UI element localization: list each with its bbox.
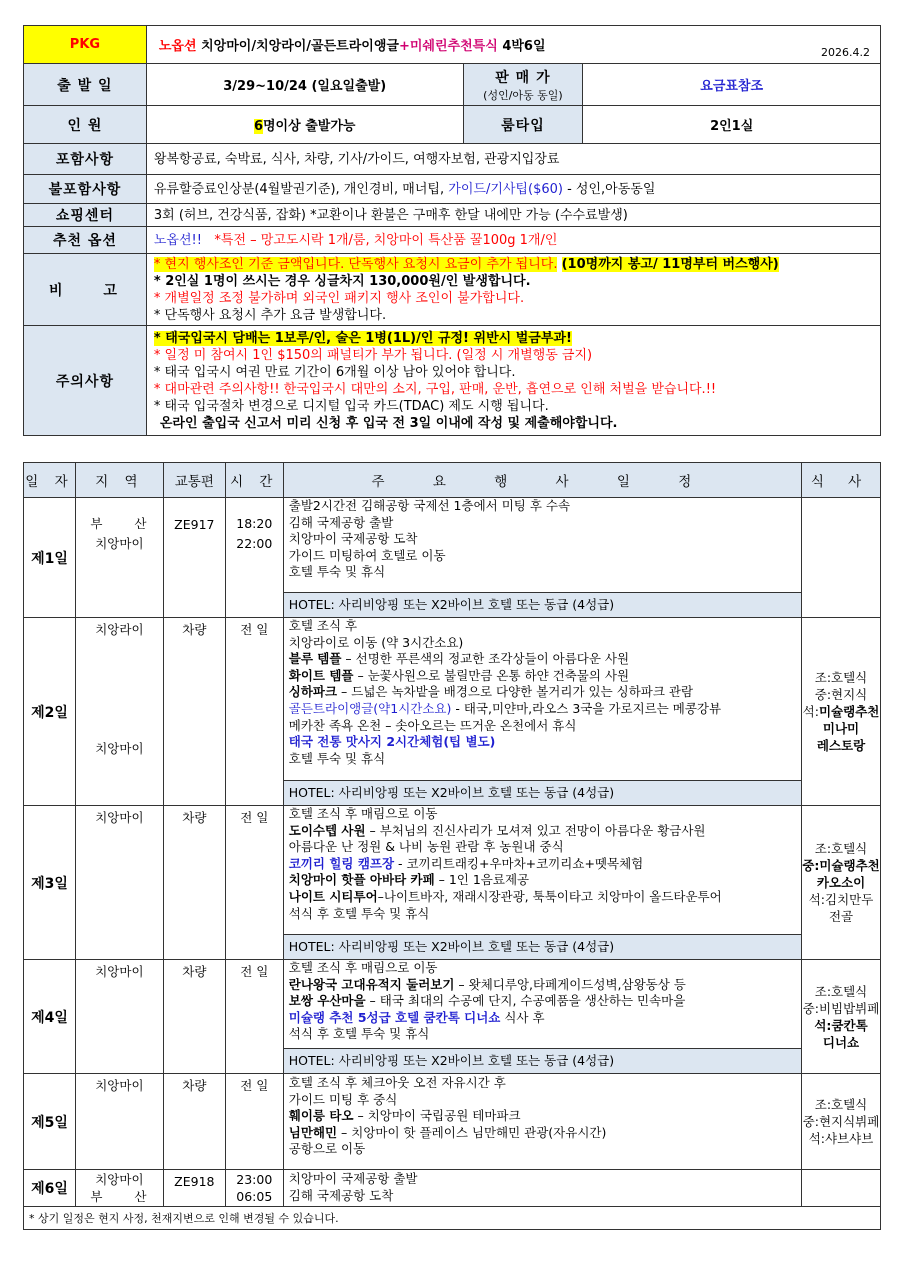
- activity-line: 공항으로 이동: [288, 1141, 366, 1157]
- meal-line: 중:미슐랭추천: [802, 858, 880, 873]
- info-table: [23, 25, 881, 436]
- activity-line: 호텔 조식 후: [288, 618, 358, 633]
- excluded-label: 불포함사항: [24, 175, 147, 204]
- activity-cell: [283, 1170, 801, 1207]
- activity-line: 치앙마이 핫플 아바타 카페 – 1인 1음료제공: [288, 872, 530, 888]
- day-label: 제3일: [24, 806, 76, 960]
- day-row: [24, 806, 881, 935]
- package-title: [146, 26, 880, 64]
- option-label: 추천 옵션: [24, 227, 147, 254]
- excluded-tip: 가이드/기사팁($60): [448, 181, 563, 197]
- hotel-info: HOTEL: 사리비앙핑 또는 X2바이브 호텔 또는 동급 (4성급): [283, 1049, 801, 1074]
- meal-line: 레스토랑: [816, 738, 866, 753]
- meal-line: 중:비빔밥뷔페: [802, 1000, 880, 1016]
- remark-line: * 개별일정 조정 불가하며 외국인 패키지 행사 조인이 불가합니다.: [153, 290, 525, 306]
- activity-line: 란나왕국 고대유적지 둘러보기 – 왓체디루앙,타페게이드성벽,삼왕동상 등: [288, 976, 686, 992]
- activity-line: 미슐랭 추천 5성급 호텔 쿰칸톡 디너쇼 식사 후: [288, 1009, 545, 1025]
- shopping-value: 3회 (허브, 건강식품, 잡화) *교환이나 환불은 구매후 한달 내에만 가능 (수수료발생): [146, 204, 880, 227]
- remarks-label: 비 고: [24, 254, 147, 326]
- caution-line: * 태국 입국시 여권 만료 기간이 6개월 이상 남아 있어야 합니다.: [153, 364, 516, 380]
- meal-cell: [802, 806, 881, 960]
- caution-row: [24, 326, 881, 436]
- caution-line: * 대마관련 주의사항!! 한국입국시 대만의 소지, 구입, 판매, 운반, 흡연으로 인해 처벌을 받습니다.!!: [153, 381, 717, 397]
- meal-line: 석:샤브샤브: [808, 1131, 874, 1146]
- caution-label: 주의사항: [24, 326, 147, 436]
- schedule-header-row: [24, 463, 881, 498]
- day-row: [24, 498, 881, 593]
- activity-line: 호텔 조식 후 매림으로 이동: [288, 960, 438, 975]
- people-row: [24, 106, 881, 144]
- activity-line: 호텔 투숙 및 휴식: [288, 564, 386, 580]
- day-row: [24, 618, 881, 781]
- activity-line: 가이드 미팅 후 중식: [288, 1091, 398, 1107]
- region-name: 치앙마이: [95, 536, 144, 551]
- activity-line: 김해 국제공항 출발: [288, 514, 394, 530]
- header-time: 시 간: [225, 463, 283, 498]
- region-cell: [75, 618, 163, 806]
- included-value: 왕복항공료, 숙박료, 식사, 차량, 기사/가이드, 여행자보험, 관광지입장료: [146, 144, 880, 175]
- activity-cell: [283, 618, 801, 781]
- time-value: 06:05: [236, 1189, 273, 1204]
- activity-line: 치앙마이 국제공항 출발: [288, 1171, 418, 1186]
- day-label: 제1일: [24, 498, 76, 618]
- region-cell: [75, 498, 163, 618]
- meal-cell: [802, 960, 881, 1074]
- day-label: 제6일: [24, 1170, 76, 1207]
- transport-cell: ZE918: [163, 1170, 225, 1207]
- header-meal: 식 사: [802, 463, 881, 498]
- transport-cell: 차량: [163, 1074, 225, 1170]
- shopping-label: 쇼핑센터: [24, 204, 147, 227]
- footnote-row: [24, 1207, 881, 1230]
- schedule-table: [23, 462, 881, 1230]
- region-name: 치앙마이: [95, 1172, 144, 1187]
- header-day: 일 자: [24, 463, 76, 498]
- meal-line: 중:현지식뷔페: [802, 1114, 880, 1129]
- activity-line: 나이트 시티투어–나이트바자, 재래시장관광, 툭툭이타고 치앙마이 올드타운투어: [288, 888, 722, 904]
- remark-line: * 2인실 1명이 쓰시는 경우 싱글차지 130,000원/인 발생합니다.: [153, 273, 531, 289]
- option-row: [24, 227, 881, 254]
- transport-cell: 차량: [163, 806, 225, 960]
- meal-line: 석:미슐랭추천: [802, 704, 880, 719]
- activity-line: 가이드 미팅하여 호텔로 이동: [288, 547, 446, 563]
- price-label-sub: (성인/아동 동일): [483, 88, 563, 102]
- activity-cell: [283, 960, 801, 1049]
- activity-cell: [283, 1074, 801, 1170]
- activity-line: 호텔 조식 후 체크아웃 오전 자유시간 후: [288, 1075, 506, 1090]
- day-row: [24, 1074, 881, 1170]
- activity-line: 석식 후 호텔 투숙 및 휴식: [288, 905, 430, 921]
- meal-line: 석:김치만두: [808, 892, 874, 907]
- activity-line: 호텔 투숙 및 휴식: [288, 750, 386, 766]
- region-name: 치앙마이: [95, 741, 144, 756]
- hotel-info: HOTEL: 사리비앙핑 또는 X2바이브 호텔 또는 동급 (4성급): [283, 935, 801, 960]
- activity-line: 메카찬 족욕 온천 – 솟아오르는 뜨거운 온천에서 휴식: [288, 717, 577, 733]
- activity-line: 치앙라이로 이동 (약 3시간소요): [288, 634, 464, 650]
- transport-cell: 차량: [163, 960, 225, 1074]
- day-row: [24, 1170, 881, 1207]
- excluded-note: - 성인,아동동일: [567, 181, 656, 197]
- activity-line: 호텔 조식 후 매림으로 이동: [288, 806, 438, 821]
- header-transport: 교통편: [163, 463, 225, 498]
- meal-cell: [802, 498, 881, 618]
- meal-line: 중:현지식: [814, 687, 868, 702]
- meal-cell: [802, 618, 881, 806]
- option-bonus: *특전 – 망고도시락 1개/룸, 치앙마이 특산품 꿀100g 1개/인: [214, 232, 558, 248]
- option-no-option: 노옵션!!: [153, 232, 202, 248]
- meal-line: 전골: [828, 909, 854, 924]
- meal-line: 조:호텔식: [814, 1097, 868, 1112]
- meal-line: 카오소이: [816, 875, 866, 890]
- activity-line: 훼이릉 타오 – 치앙마이 국립공원 테마파크: [288, 1108, 521, 1124]
- activity-line: 태국 전통 맛사지 2시간체험(팁 별도): [288, 734, 496, 750]
- price-label-text: 판 매 가: [495, 69, 551, 86]
- day-label: 제4일: [24, 960, 76, 1074]
- day-label: 제5일: [24, 1074, 76, 1170]
- day-row: [24, 960, 881, 1049]
- caution-value: [146, 326, 880, 436]
- region-cell: 치앙마이: [75, 960, 163, 1074]
- activity-cell: [283, 806, 801, 935]
- option-value: [146, 227, 880, 254]
- region-cell: 치앙마이: [75, 1074, 163, 1170]
- activity-line: 블루 템플 – 선명한 푸른색의 정교한 조각상들이 아름다운 사원: [288, 651, 630, 667]
- people-label: 인 원: [24, 106, 147, 144]
- caution-line: * 태국 입국절차 변경으로 디지털 입국 카드(TDAC) 제도 시행 됩니다.: [153, 398, 549, 414]
- footnote: * 상기 일정은 현지 사정, 천재지변으로 인해 변경될 수 있습니다.: [24, 1207, 881, 1230]
- time-cell: 전 일: [225, 618, 283, 806]
- activity-line: 출발2시간전 김해공항 국제선 1층에서 미팅 후 수속: [288, 498, 571, 513]
- hotel-info: HOTEL: 사리비앙핑 또는 X2바이브 호텔 또는 동급 (4성급): [283, 593, 801, 618]
- activity-line: 화이트 템플 – 눈꽃사원으로 불릴만큼 온통 하얀 건축물의 사원: [288, 667, 630, 683]
- activity-line: 님만해민 – 치앙마이 핫 플레이스 님만해민 관광(자유시간): [288, 1124, 607, 1140]
- time-cell: [225, 1170, 283, 1207]
- activity-line: 골든트라이앵글(약1시간소요) - 태국,미얀마,라오스 3국을 가로지르는 메콩강뷰: [288, 700, 722, 716]
- activity-cell: [283, 498, 801, 593]
- region-name: 부 산: [90, 516, 161, 531]
- excluded-value: [146, 175, 880, 204]
- departure-label: 출 발 일: [24, 64, 147, 106]
- meal-cell: [802, 1074, 881, 1170]
- activity-line: 보쌍 우산마을 – 태국 최대의 수공예 단지, 수공예품을 생산하는 민속마을: [288, 993, 686, 1009]
- activity-line: 김해 국제공항 도착: [288, 1188, 394, 1203]
- people-text: 명이상 출발가능: [263, 119, 356, 134]
- title-michelin: +미쉐린추천특식: [398, 39, 498, 54]
- region-cell: [75, 1170, 163, 1207]
- header-main: 주 요 행 사 일 정: [283, 463, 801, 498]
- room-value: 2인1실: [583, 106, 881, 144]
- meal-line: 석:쿰칸톡: [814, 1017, 868, 1033]
- meal-cell: [802, 1170, 881, 1207]
- activity-line: 치앙마이 국제공항 도착: [288, 531, 418, 547]
- header-region: 지 역: [75, 463, 163, 498]
- departure-row: [24, 64, 881, 106]
- title-duration: 4박6일: [502, 39, 546, 54]
- room-label: 룸타입: [463, 106, 583, 144]
- day-label: 제2일: [24, 618, 76, 806]
- included-label: 포함사항: [24, 144, 147, 175]
- caution-line: * 일정 미 참여시 1인 $150의 패널티가 부가 됩니다. (일정 시 개별행동 금지): [153, 347, 593, 363]
- region-name: 부 산: [90, 1189, 161, 1204]
- activity-line: 아름다운 난 정원 & 나비 농원 관람 후 농원내 중식: [288, 839, 564, 855]
- caution-line: 온라인 출입국 신고서 미리 신청 후 입국 전 3일 이내에 작성 및 제출해야합니다.: [159, 415, 618, 431]
- activity-line: 도이수텝 사원 – 부처님의 진신사리가 모셔져 있고 전망이 아름다운 황금사원: [288, 822, 706, 838]
- included-row: [24, 144, 881, 175]
- meal-line: 조:호텔식: [814, 670, 868, 685]
- time-value: 18:20: [236, 516, 273, 531]
- meal-line: 조:호텔식: [814, 983, 868, 999]
- price-value: 요금표참조: [583, 64, 881, 106]
- remark-line: * 단독행사 요청시 추가 요금 발생합니다.: [153, 307, 387, 323]
- caution-line: * 태국입국시 담배는 1보루/인, 술은 1병(1L)/인 규정! 위반시 벌금부과!: [153, 330, 572, 346]
- people-value: [146, 106, 463, 144]
- doc-date: 2026.4.2: [821, 46, 870, 59]
- activity-line: 석식 후 호텔 투숙 및 휴식: [288, 1026, 430, 1042]
- meal-line: 조:호텔식: [814, 841, 868, 856]
- time-cell: [225, 498, 283, 618]
- hotel-info: HOTEL: 사리비앙핑 또는 X2바이브 호텔 또는 동급 (4성급): [283, 781, 801, 806]
- title-route: 치앙마이/치앙라이/골든트라이앵글: [201, 39, 399, 54]
- remarks-row: [24, 254, 881, 326]
- excluded-row: [24, 175, 881, 204]
- meal-line: 미나미: [822, 721, 860, 736]
- remarks-value: [146, 254, 880, 326]
- activity-line: 코끼리 힐링 캠프장 - 코끼리트래킹+우마차+코끼리쇼+뗏목체험: [288, 855, 644, 871]
- meal-line: 디너쇼: [822, 1034, 860, 1050]
- title-row: [24, 26, 881, 64]
- time-cell: 전 일: [225, 960, 283, 1074]
- remark-line: * 현지 행사조인 기준 금액입니다. 단독행사 요청시 요금이 추가 됩니다. (10명까지 봉고/ 11명부터 버스행사): [153, 256, 779, 272]
- activity-line: 싱하파크 – 드넓은 녹차밭을 배경으로 다양한 볼거리가 있는 싱하파크 관람: [288, 684, 694, 700]
- departure-value: 3/29~10/24 (일요일출발): [146, 64, 463, 106]
- transport-cell: ZE917: [163, 498, 225, 618]
- pkg-label: PKG: [24, 26, 147, 64]
- people-number: 6: [253, 119, 263, 134]
- excluded-text: 유류할증료인상분(4월발권기준), 개인경비, 매너팁,: [153, 181, 445, 197]
- transport-cell: 차량: [163, 618, 225, 806]
- time-value: 22:00: [236, 536, 273, 551]
- time-cell: 전 일: [225, 1074, 283, 1170]
- time-value: 23:00: [236, 1172, 273, 1187]
- time-cell: 전 일: [225, 806, 283, 960]
- price-label: [463, 64, 583, 106]
- region-cell: 치앙마이: [75, 806, 163, 960]
- title-no-option: 노옵션: [158, 39, 197, 54]
- region-name: 치앙라이: [95, 622, 144, 637]
- shopping-row: [24, 204, 881, 227]
